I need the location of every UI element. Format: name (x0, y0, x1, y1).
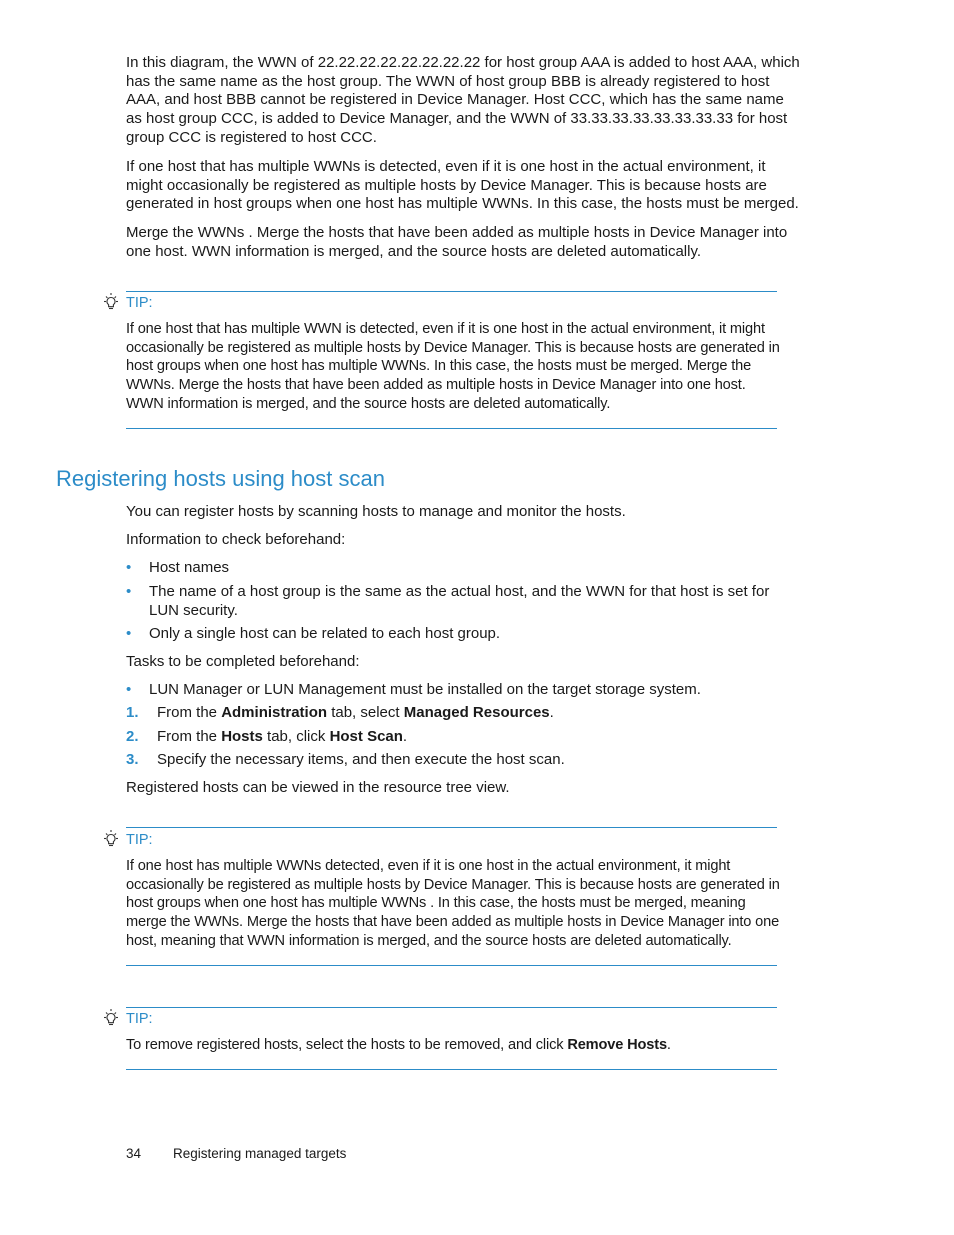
section-heading: Registering hosts using host scan (56, 466, 385, 491)
tip-3-top-rule (126, 1007, 777, 1008)
tip-2-top-rule (126, 827, 777, 828)
bullet-icon: • (126, 681, 132, 698)
step-2: 2. From the Hosts tab, click Host Scan. (126, 728, 408, 745)
step-1: 1. From the Administration tab, select Managed Resources. (126, 704, 554, 721)
tip-3-text: To remove registered hosts, select the hosts to be removed, and click Remove Hosts. (126, 1037, 671, 1053)
list-item: • Host names (126, 559, 230, 576)
footer-section-title: Registering managed targets (173, 1146, 347, 1161)
intro-paragraph-3: Merge the WWNs . Merge the hosts that have been added as multiple hosts in Device Manager into one host. WWN information is merged, and the source hosts are deleted automatically. (126, 224, 788, 260)
bullet-icon: • (126, 559, 132, 576)
list-item: • Only a single host can be related to each host group. (126, 625, 501, 642)
tip-1-bottom-rule (126, 428, 777, 429)
closing-paragraph: Registered hosts can be viewed in the resource tree view. (126, 779, 510, 796)
list-item: • The name of a host group is the same as the actual host, and the WWN for that host is set for LUN security. (126, 583, 770, 619)
tip-1-top-rule (126, 291, 777, 292)
tip-2-label: TIP: (126, 832, 153, 848)
list-item: • LUN Manager or LUN Management must be installed on the target storage system. (126, 681, 701, 698)
lightbulb-icon (101, 1008, 121, 1028)
step-3: 3. Specify the necessary items, and then execute the host scan. (126, 751, 565, 768)
tip-3-label: TIP: (126, 1011, 153, 1027)
tip-3-bottom-rule (126, 1069, 777, 1070)
lightbulb-icon (101, 829, 121, 849)
tip-2-text: If one host has multiple WWNs detected, even if it is one host in the actual environment, it might occasionally be registered as multiple hosts by Device Manager. This is because hosts are generated in host groups when one host has multiple WWNs . In this case, the hosts must be merged, meaning merge the WWNs. Merge the hosts that have been added as multiple hosts in Device Manager into one host, meaning that WWN information is merged, and the source hosts are deleted automatically. (126, 858, 780, 949)
remove-hosts-label: Remove Hosts (567, 1037, 667, 1053)
tip-2-bottom-rule (126, 965, 777, 966)
bullet-icon: • (126, 583, 132, 600)
tip-1-text: If one host that has multiple WWN is detected, even if it is one host in the actual environment, it might occasionally be registered as multiple hosts by Device Manager. This is because hosts are generated in host groups when one host has multiple WWNs. In this case, the hosts must be merged. Merge the WWNs. Merge the hosts that have been added as multiple hosts in Device Manager into one host. WWN information is merged, and the source hosts are deleted automatically. (126, 321, 780, 412)
intro-paragraph-2: If one host that has multiple WWNs is detected, even if it is one host in the actual environment, it might occasionally be registered as multiple hosts by Device Manager. This is because hosts are generated in host groups when one host has multiple WWNs. In this case, the hosts must be merged. (126, 158, 799, 213)
tip-1-label: TIP: (126, 295, 153, 311)
page-number: 34 (126, 1146, 142, 1161)
check-label: Information to check beforehand: (126, 531, 346, 548)
intro-paragraph-1: In this diagram, the WWN of 22.22.22.22.22.22.22.22 for host group AAA is added to host AAA, which has the same name as the host group. The WWN of host group BBB is already registered to host AAA, and host BBB cannot be registered in Device Manager. Host CCC, which has the same name as host group CCC, is added to Device Manager, and the WWN of 33.33.33.33.33.33.33.33 for host group CCC is registered to host CCC. (126, 54, 800, 146)
tasks-label: Tasks to be completed beforehand: (126, 653, 360, 670)
bullet-icon: • (126, 625, 132, 642)
section-intro: You can register hosts by scanning hosts to manage and monitor the hosts. (126, 503, 626, 520)
lightbulb-icon (101, 292, 121, 312)
